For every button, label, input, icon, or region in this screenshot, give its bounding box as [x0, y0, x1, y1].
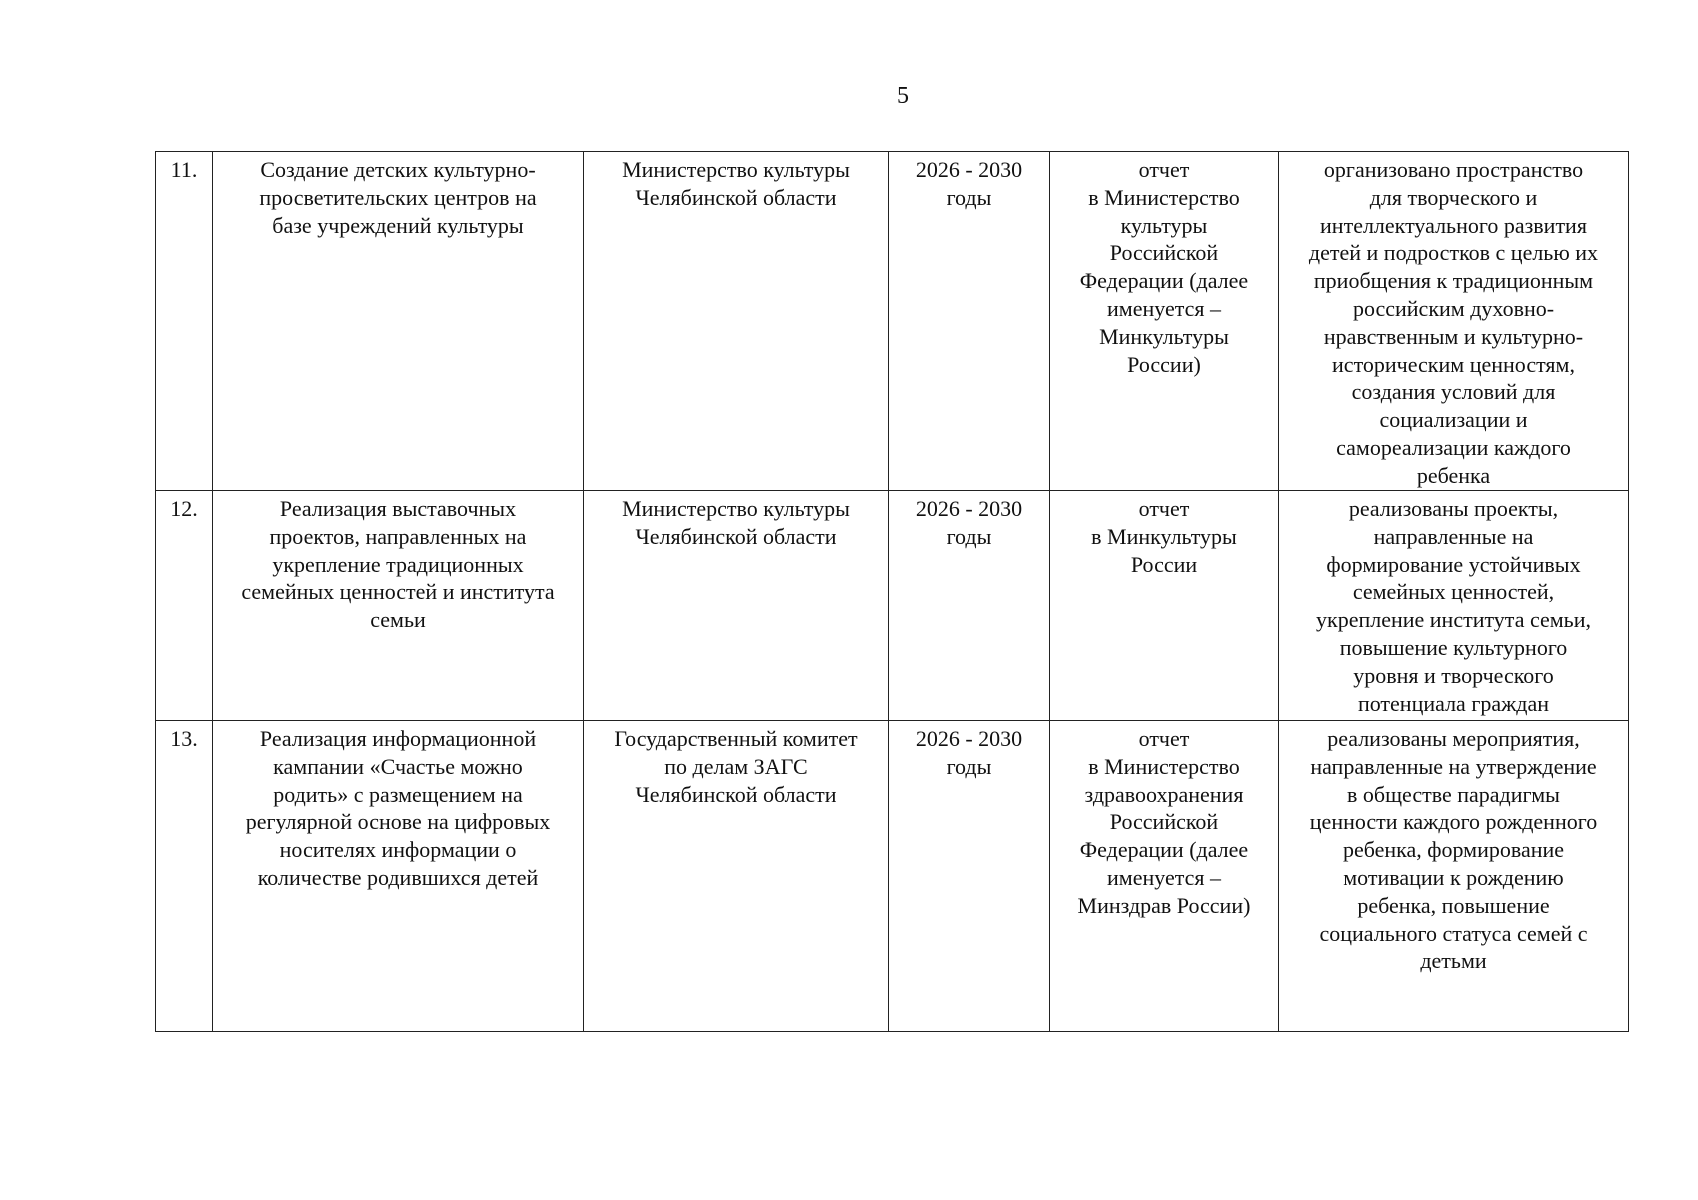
row-number: 13. [156, 721, 213, 1032]
event-cell: Реализация информационной кампании «Счастье можно родить» с размещением на регулярной основе на цифровых носителях информации о количестве родившихся детей [213, 721, 584, 1032]
table-row [156, 152, 1629, 491]
row-number: 11. [156, 152, 213, 491]
result-cell: реализованы проекты, направленные на формирование устойчивых семейных ценностей, укрепление института семьи, повышение культурного уровня и творческого потенциала граждан [1279, 491, 1629, 721]
report-cell: отчет в Минкультуры России [1050, 491, 1279, 721]
executor-cell: Министерство культуры Челябинской области [584, 491, 889, 721]
report-cell: отчет в Министерство здравоохранения Российской Федерации (далее именуется – Минздрав России) [1050, 721, 1279, 1032]
table-row [156, 721, 1629, 1032]
period-cell: 2026 - 2030 годы [889, 152, 1050, 491]
result-cell: организовано пространство для творческого и интеллектуального развития детей и подростков с целью их приобщения к традиционным российским духовно- нравственным и культурно- историческим ценностям, создания условий для социализации и самореализации каждого ребенка [1279, 152, 1629, 491]
page-number: 5 [897, 83, 909, 109]
executor-cell: Министерство культуры Челябинской области [584, 152, 889, 491]
row-number: 12. [156, 491, 213, 721]
event-cell: Реализация выставочных проектов, направленных на укрепление традиционных семейных ценностей и института семьи [213, 491, 584, 721]
result-cell: реализованы мероприятия, направленные на утверждение в обществе парадигмы ценности каждого рожденного ребенка, формирование мотивации к рождению ребенка, повышение социального статуса семей с детьми [1279, 721, 1629, 1032]
period-cell: 2026 - 2030 годы [889, 721, 1050, 1032]
report-cell: отчет в Министерство культуры Российской Федерации (далее именуется – Минкультуры России) [1050, 152, 1279, 491]
measures-table [155, 151, 1629, 1032]
period-cell: 2026 - 2030 годы [889, 491, 1050, 721]
event-cell: Создание детских культурно- просветительских центров на базе учреждений культуры [213, 152, 584, 491]
executor-cell: Государственный комитет по делам ЗАГС Челябинской области [584, 721, 889, 1032]
table-row [156, 491, 1629, 721]
